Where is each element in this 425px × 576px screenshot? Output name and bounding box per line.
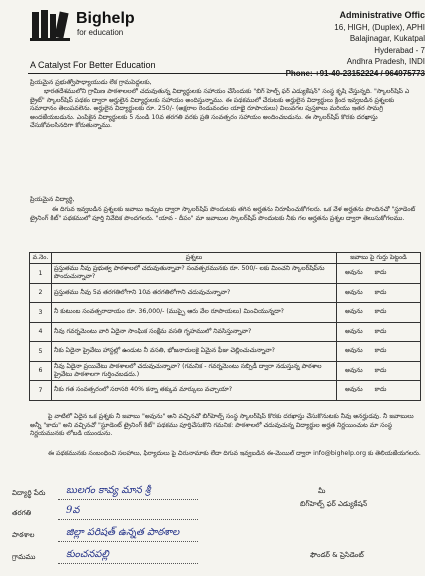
column-header-answer: జవాబు పై గుర్తు పెట్టండి bbox=[337, 253, 421, 264]
row-question: నీకు గత సంవత్సరంలో సరాసరి 40% కన్నా తక్కువ మార్కులు వచ్చాయా? bbox=[52, 381, 337, 401]
tagline: A Catalyst For Better Education bbox=[30, 60, 156, 70]
row-number: 1 bbox=[30, 264, 52, 284]
row-question: ప్రస్తుతము నీవు ప్రభుత్వ పాఠశాలలో చదువుతున్నావా? సంవత్సరమునకు రూ. 500/- లకు మించని స్కాలర్‌షిప్‌ను పొందుచున్నావా? bbox=[52, 264, 337, 284]
header-divider bbox=[28, 73, 425, 74]
row-answer-options[interactable]: అవును కాదు bbox=[337, 322, 421, 342]
table-row bbox=[30, 322, 421, 342]
column-header-number: వ.నెం. bbox=[30, 253, 52, 264]
table-row bbox=[30, 342, 421, 362]
address-line: Hyderabad - 7 bbox=[374, 45, 425, 55]
table-row bbox=[30, 283, 421, 303]
row-answer-options[interactable]: అవును కాదు bbox=[337, 283, 421, 303]
row-question: నీకు ఏదైనా ప్రైవేటు హాస్టల్లో ఉండుట నీ వసతి, భోజనాదులకై ఏమైన ఫీజు చెల్లించుచున్నావా? bbox=[52, 342, 337, 362]
address-line: Andhra Pradesh, INDI bbox=[346, 57, 425, 66]
row-number: 5 bbox=[30, 342, 52, 362]
row-question: నీవు ఏదైనా ప్రయివేటు పాఠశాలలో చదువుచున్నావా? (గమనిక - గవర్నమెంటు సబ్సిడీ ద్వారా నడుస్తున్న పాఠశాల ప్రైవేటు పాఠశాలగా గుర్తించబడదు.) bbox=[52, 361, 337, 381]
address-line: Balajinagar, Kukatpal bbox=[349, 34, 425, 43]
row-answer-options[interactable]: అవును కాదు bbox=[337, 264, 421, 284]
row-question: ప్రస్తుతము నీవు 5వ తరగతిలోగాని 10వ తరగతిలోగాని చదువుచున్నావా? bbox=[52, 283, 337, 303]
phone-number: Phone: +91-40-23152224 / 964975773 bbox=[285, 68, 425, 78]
greeting: ప్రియమైన ప్రభుత్వోపాధ్యాయుడు లేక గ్రామపెద్దలకు, bbox=[30, 79, 152, 86]
books-logo-icon bbox=[30, 8, 70, 42]
class-label: తరగతి bbox=[12, 509, 32, 517]
row-number: 7 bbox=[30, 381, 52, 401]
table-row bbox=[30, 264, 421, 284]
table-row bbox=[30, 303, 421, 323]
row-number: 2 bbox=[30, 283, 52, 303]
student-salutation: ప్రియమైన విద్యార్థి, bbox=[30, 196, 75, 203]
signature-organisation: బిగ్‌హెల్ప్ ఫర్ ఎడ్యుకేషన్ bbox=[300, 500, 368, 508]
row-answer-options[interactable]: అవును కాదు bbox=[337, 361, 421, 381]
address-line: 16, HIGH, (Duplex), APHI bbox=[334, 22, 425, 32]
eligibility-note: పై వాటిలో ఏదైన ఒక ప్రశ్నకు నీ జవాబు "అవును" అని వచ్చినచో బిగ్‌హెల్ప్ సంస్థ స్కాలర్‌షిప్ కొరకు దరఖాస్తు చేసుకొనుటకు నీవు అనర్హుడవు. నీ జవాబులు అన్నీ "కాదు" అని వచ్చినచో "స్టూడెంట్ ట్రైనింగ్ కిట్" పథకము పూర్తిచేసుకొని గమనిక: పాఠశాలలో చదువుచున్న విద్యార్థుల అర్హత నిర్ణయించుట మా సంస్థ నిర్ణయమునకు లోబడి యుండును. bbox=[30, 413, 416, 438]
eligibility-table bbox=[29, 252, 421, 401]
row-answer-options[interactable]: అవును కాదు bbox=[337, 342, 421, 362]
intro-paragraph: భారతదేశములోని గ్రామీణ పాఠశాలలలో చదువుతున్న విద్యార్థులకు సహాయం చేసేందుకు "బిగ్ హెల్ప్ ఫర్ ఎడ్యుకేషన్" సంస్థ కృషి చేస్తున్నది. "స్కాలర్‌షిప్ ఎ బ్రైట్" స్కాలర్‌షిప్ పథకం ద్వారా అర్హులైన విద్యార్థులకు సహాయం అందిస్తున్నాము. ఈ పథకములో చేరుటకు అర్హులైన విద్యార్థులు క్రింద ఇవ్వబడిన ప్రశ్నలకు సమాధానం తెలుపవలెను. అర్హులైన విద్యార్థులకు రూ. 250/- (అక్షరాల రెండువందల యాభై రూపాయలు) విలువగల పుస్తకాలు మరియు ఇతర సామగ్రి అందజేయబడును. ఎంపికైన విద్యార్థులకు 5 నుండి 10వ తరగతి వరకు ప్రతి సంవత్సరం సహాయం అందించబడును. ఈ స్కాలర్‌షిప్ కొరకు దరఖాస్తు చేసుకోవలసినదిగా కోరుతున్నాము. bbox=[30, 88, 412, 130]
brand-subtitle: for education bbox=[77, 28, 124, 37]
school-value[interactable]: జిల్లా పరిషత్ ఉన్నత పాఠశాల bbox=[66, 527, 180, 538]
office-address bbox=[275, 10, 425, 79]
row-question: నీవు గవర్నమెంటు వారి ఏదైనా సాంఘిక సంక్షేమ వసతి గృహములో నివసిస్తున్నావా? bbox=[52, 322, 337, 342]
row-number: 3 bbox=[30, 303, 52, 323]
table-row bbox=[30, 361, 421, 381]
table-row bbox=[30, 381, 421, 401]
field-underline bbox=[58, 563, 198, 564]
school-label: పాఠశాల bbox=[12, 531, 35, 539]
field-underline bbox=[58, 541, 198, 542]
table-header-row bbox=[30, 253, 421, 264]
village-value[interactable]: కుంచనపల్లి bbox=[66, 549, 109, 560]
office-heading: Administrative Offic bbox=[339, 10, 425, 20]
row-number: 6 bbox=[30, 361, 52, 381]
signature-title: ఫౌండర్ & ప్రెసిడెంట్ bbox=[310, 551, 364, 559]
row-answer-options[interactable]: అవును కాదు bbox=[337, 303, 421, 323]
student-name-label: విద్యార్థి పేరు bbox=[12, 489, 46, 497]
student-name-value[interactable]: బులగం కావ్య మాన శ్రీ bbox=[66, 485, 151, 496]
instructions-paragraph: ఈ దిగువ ఇవ్వబడిన ప్రశ్నలకు జవాబు ఇచ్చుట ద్వారా స్కాలర్‌షిప్ పొందుటకు తగిన అర్హతను నిరూపించుకోగలరు. ఒక వేళ అర్హతను పొందినచో "స్టూడెంట్ ట్రైనింగ్ కిట్" పథకములో పూర్తి నివేదిక పొందగలరు. "యావ - దీపం" మా జవాబుల స్కాలర్‌షిప్ పొందుటకు నీకు గల అర్హతను ప్రశ్నల ద్వారా తెలుసుకోగలము. bbox=[30, 206, 418, 222]
field-underline bbox=[58, 519, 198, 520]
row-answer-options[interactable]: అవును కాదు bbox=[337, 381, 421, 401]
row-number: 4 bbox=[30, 322, 52, 342]
column-header-questions: ప్రశ్నలు bbox=[52, 253, 337, 264]
brand-name: Bighelp bbox=[76, 10, 135, 27]
class-value[interactable]: 9వ bbox=[66, 505, 80, 516]
village-label: గ్రామము bbox=[12, 553, 36, 561]
signature-salutation: మీ bbox=[318, 487, 326, 495]
row-question: నీ కుటుంబ సంవత్సరాదాయం రూ. 36,000/- (ముప్పై ఆరు వేల రూపాయలు) మించియున్నదా? bbox=[52, 303, 337, 323]
field-underline bbox=[58, 499, 198, 500]
contact-note: ఈ పథకమునకు సంబంధించి సలహాలు, ఫిర్యాదులు పై చిరునామాకు లేదా దిగువ ఇవ్వబడిన ఈ-మెయిల్ ద్వారా info@bighelp.org కు తెలియజేయగలరు. bbox=[48, 450, 421, 457]
